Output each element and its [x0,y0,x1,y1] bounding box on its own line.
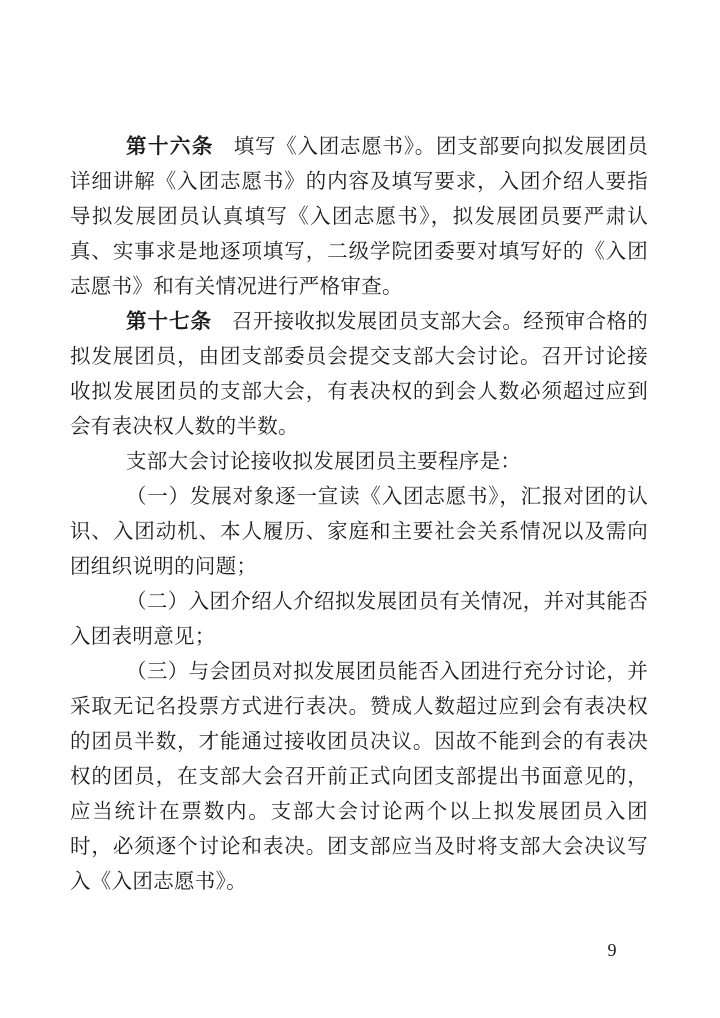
paragraph-procedure-item-3 [70,655,648,900]
paragraph-procedure-item-2 [70,585,648,655]
paragraph-procedure-intro [70,445,648,480]
procedure-item-1-text: （一）发展对象逐一宣读《入团志愿书》，汇报对团的认识、入团动机、本人履历、家庭和主要社会关系情况以及需向团组织说明的问题； [70,486,648,578]
procedure-intro-text: 支部大会讨论接收拟发展团员主要程序是： [126,451,522,473]
article-16-heading: 第十六条 [126,136,214,158]
paragraph-article-17 [70,305,648,445]
page-number: 9 [607,940,617,960]
procedure-item-3-text: （三）与会团员对拟发展团员能否入团进行充分讨论，并采取无记名投票方式进行表决。赞成人数超过应到会有表决权的团员半数，才能通过接收团员决议。因故不能到会的有表决权的团员，在支部大会召开前正式向团支部提出书面意见的，应当统计在票数内。支部大会讨论两个以上拟发展团员入团时，必须逐个讨论和表决。团支部应当及时将支部大会决议写入《入团志愿书》。 [70,661,648,893]
document-body [70,130,648,900]
procedure-item-2-text: （二）入团介绍人介绍拟发展团员有关情况，并对其能否入团表明意见； [70,591,648,648]
article-17-text: 召开接收拟发展团员支部大会。经预审合格的拟发展团员，由团支部委员会提交支部大会讨论。召开讨论接收拟发展团员的支部大会，有表决权的到会人数必须超过应到会有表决权人数的半数。 [70,311,648,438]
paragraph-article-16 [70,130,648,305]
article-16-text: 填写《入团志愿书》。团支部要向拟发展团员详细讲解《入团志愿书》的内容及填写要求，入团介绍人要指导拟发展团员认真填写《入团志愿书》，拟发展团员要严肃认真、实事求是地逐项填写，二级学院团委要对填写好的《入团志愿书》和有关情况进行严格审查。 [70,136,649,298]
article-17-heading: 第十七条 [126,311,212,333]
paragraph-procedure-item-1 [70,480,648,585]
